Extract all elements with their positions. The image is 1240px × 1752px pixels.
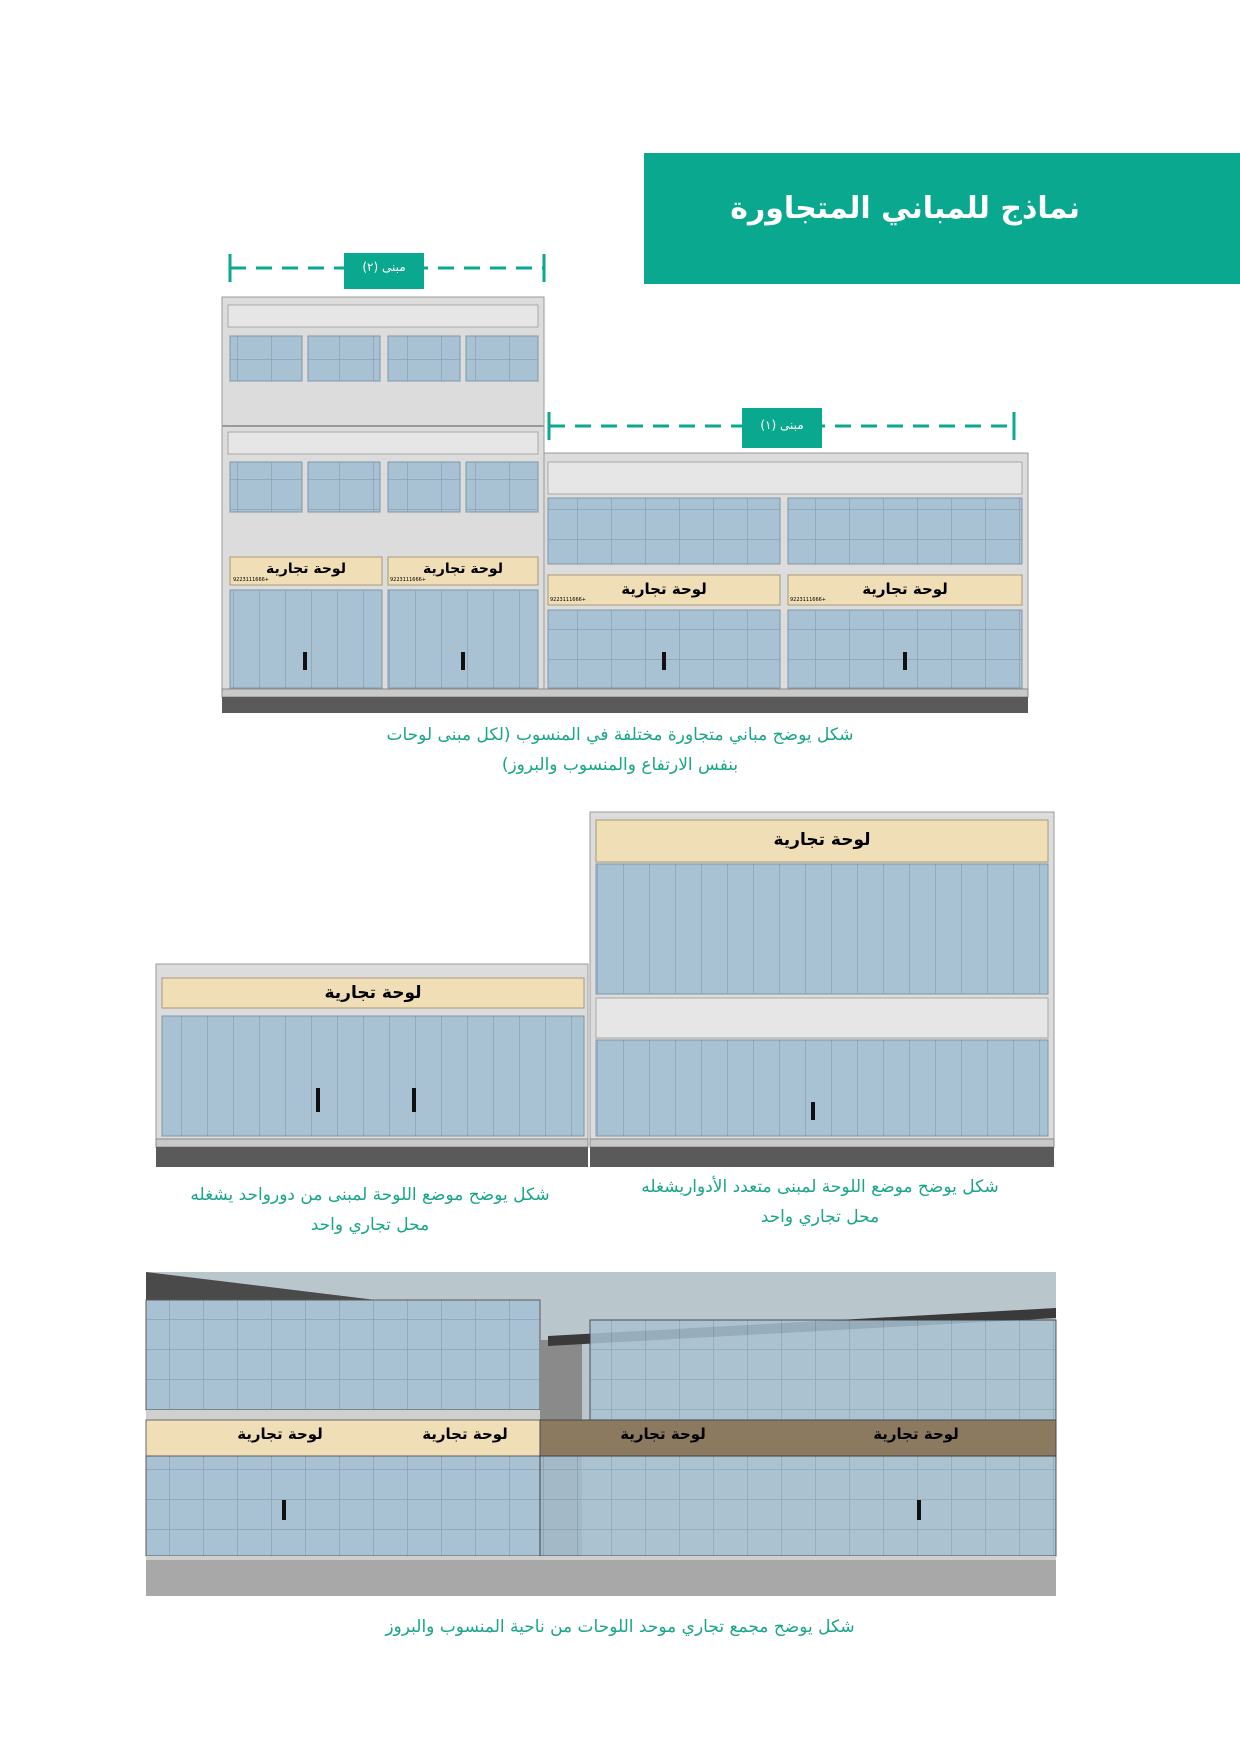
caption-line: شكل يوضح موضع اللوحة لمبنى متعدد الأدواريشغله xyxy=(641,1177,999,1197)
sign-phone: 9223111666+ xyxy=(790,597,827,603)
figure-2-caption-left xyxy=(170,1180,570,1240)
sign-phone: 9223111666+ xyxy=(233,577,270,583)
caption-line: شكل يوضح موضع اللوحة لمبنى من دورواحد يشغله xyxy=(190,1185,550,1205)
sign-label: لوحة تجارية xyxy=(422,1425,508,1443)
sign-label: لوحة تجارية xyxy=(862,580,948,598)
sign-phone: 9223111666+ xyxy=(390,577,427,583)
caption-line: شكل يوضح مباني متجاورة مختلفة في المنسوب (لكل مبنى لوحات xyxy=(386,725,854,745)
building2-label: مبنى (٢) xyxy=(362,260,406,274)
ground-line-1 xyxy=(222,689,1028,697)
building-2 xyxy=(222,297,544,689)
sign-label: لوحة تجارية xyxy=(873,1425,959,1443)
figure-2-caption-right xyxy=(610,1172,1030,1232)
caption-line: محل تجاري واحد xyxy=(760,1207,880,1227)
building1-label: مبنى (١) xyxy=(760,418,804,432)
figure-3-caption xyxy=(300,1612,940,1642)
building-multi-floor xyxy=(590,812,1054,1167)
caption-line: محل تجاري واحد xyxy=(310,1215,430,1235)
sign-label: لوحة تجارية xyxy=(237,1425,323,1443)
sign-label: لوحة تجارية xyxy=(423,561,503,577)
caption-line: شكل يوضح مجمع تجاري موحد اللوحات من ناحية المنسوب والبروز xyxy=(385,1617,855,1637)
caption-line: بنفس الارتفاع والمنسوب والبروز) xyxy=(501,755,739,775)
ground-base-1 xyxy=(222,697,1028,713)
sign-phone: 9223111666+ xyxy=(550,597,587,603)
page-title: نماذج للمباني المتجاورة xyxy=(730,191,1080,226)
sign-label: لوحة تجارية xyxy=(324,983,422,1003)
sign-label: لوحة تجارية xyxy=(773,830,871,850)
building-1 xyxy=(544,453,1028,689)
figure-1-caption xyxy=(360,720,880,780)
sign-label: لوحة تجارية xyxy=(620,1425,706,1443)
sign-label: لوحة تجارية xyxy=(621,580,707,598)
sign-label: لوحة تجارية xyxy=(266,561,346,577)
